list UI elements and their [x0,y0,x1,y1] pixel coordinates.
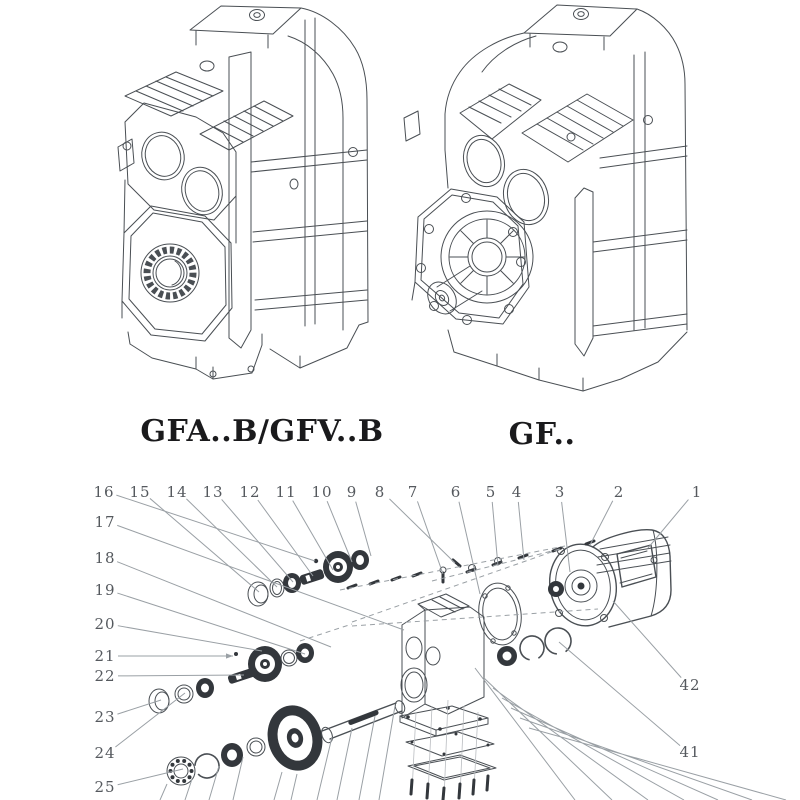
part-number-label-16: 16 [93,483,115,501]
left-figure-caption: GFA..B/GFV..B [140,414,384,449]
cooling-fins-top [125,72,293,150]
left-gearbox-drawing [118,6,368,379]
output-flange [415,189,533,325]
cover-bolts [411,776,488,800]
cooling-fins-top [460,84,633,162]
adapter-flange-ring [475,580,525,647]
front-column [575,188,593,356]
right-gearbox-drawing [404,5,687,391]
hollow-shaft-bearing-plate [122,206,232,341]
part-number-label-5: 5 [485,483,497,501]
gear-housing [400,594,488,736]
part-number-label-4: 4 [511,483,523,501]
motor-coupling-ring [548,581,564,597]
leader-line-17 [117,525,404,630]
leader-line-4 [518,502,524,560]
leader-arrowhead-21 [226,653,233,658]
leader-line-11 [293,501,333,570]
housing-outline [445,9,687,336]
leader-line-12 [258,500,313,576]
leader-line-42 [613,601,681,678]
part-number-label-25: 25 [94,778,116,796]
leader-line-15 [150,498,259,592]
part-number-label-10: 10 [311,483,333,501]
bottom-gasket [406,732,494,756]
part-number-label-23: 23 [94,708,116,726]
part-number-label-6: 6 [450,483,462,501]
part-number-label-9: 9 [346,483,358,501]
leader-line-22 [118,675,244,676]
mounting-feet [412,282,687,391]
part-number-label-15: 15 [129,483,151,501]
lifting-lug-plate [190,6,301,48]
leader-line-3 [562,502,570,572]
part-number-label-19: 19 [94,581,116,599]
lifting-lug-plate [524,5,637,50]
part-number-label-18: 18 [94,549,116,567]
leader-line-16 [116,495,315,561]
leader-line-1 [648,500,688,548]
housing-outline [251,8,368,330]
leader-line-9 [356,502,371,556]
motor-assembly [543,530,671,631]
leader-line-20 [118,626,262,651]
leader-line-6 [459,502,480,594]
leader-line-14 [186,499,277,587]
leader-line-5 [492,502,498,566]
right-figure-caption: GF.. [508,417,576,452]
part-number-label-42: 42 [679,676,701,694]
part-number-label-22: 22 [94,667,116,685]
part-number-label-7: 7 [407,483,419,501]
part-number-label-1: 1 [691,483,703,501]
leader-line-8 [389,499,455,563]
part-number-label-20: 20 [94,615,116,633]
bottom-cover-plate [408,755,496,780]
part-number-label-2: 2 [613,483,625,501]
part-number-label-21: 21 [94,647,116,665]
part-number-label-13: 13 [202,483,224,501]
part-number-label-12: 12 [239,483,261,501]
input-bearing-and-snap-rings [497,623,576,666]
part-number-label-3: 3 [554,483,566,501]
leader-line-19 [117,593,305,654]
part-number-label-8: 8 [374,483,386,501]
leader-line-18 [117,562,331,647]
leader-line-24 [115,693,185,747]
part-number-label-14: 14 [166,483,188,501]
leader-line-7 [417,501,443,574]
part-number-label-17: 17 [94,513,116,531]
part-number-label-41: 41 [679,743,701,761]
part-number-label-11: 11 [275,483,297,501]
part-number-label-24: 24 [94,744,116,762]
intermediate-shaft-parts [149,643,314,713]
leader-line-41 [559,642,680,746]
